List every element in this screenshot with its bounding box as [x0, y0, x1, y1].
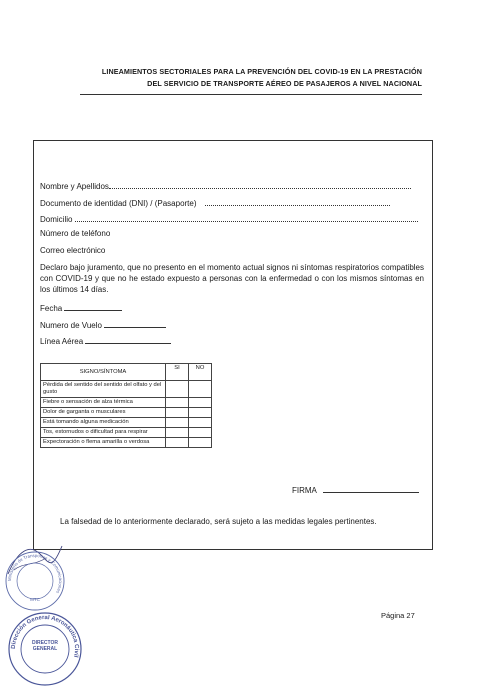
date-field[interactable] — [40, 302, 122, 314]
symptom-label: Expectoración o flema amarilla o verdosa — [41, 438, 166, 448]
ministry-stamp-center: MTC — [30, 597, 40, 602]
signature-line[interactable] — [323, 484, 419, 493]
header-rule — [80, 94, 422, 95]
no-header: NO — [189, 364, 212, 381]
page-number: Página 27 — [381, 611, 415, 620]
yes-cell[interactable] — [166, 418, 189, 428]
phone-label: Número de teléfono — [40, 229, 111, 238]
airline-field[interactable] — [40, 335, 171, 347]
ministry-stamp-ring-text: Ministerio de Transportes y Comunicaciones — [6, 552, 64, 595]
director-stamp-ring-text: Dirección General Aeronáutica Civil — [10, 614, 80, 658]
yes-cell[interactable] — [166, 428, 189, 438]
flight-label: Numero de Vuelo — [40, 321, 102, 330]
name-field[interactable] — [40, 180, 411, 192]
name-label: Nombre y Apellidos — [40, 182, 109, 191]
flight-line[interactable] — [104, 319, 166, 328]
yes-cell[interactable] — [166, 398, 189, 408]
airline-line[interactable] — [85, 335, 171, 344]
date-label: Fecha — [40, 304, 63, 313]
airline-label: Línea Aérea — [40, 337, 84, 346]
date-line[interactable] — [64, 302, 122, 311]
legal-warning: La falsedad de lo anteriormente declarado, será sujeto a las medidas legales pertinentes. — [60, 517, 377, 526]
ministry-stamp — [4, 550, 66, 612]
no-cell[interactable] — [189, 428, 212, 438]
yes-cell[interactable] — [166, 408, 189, 418]
symptom-label: Fiebre o sensación de alza térmica — [41, 398, 166, 408]
signature-label: FIRMA — [292, 486, 317, 495]
sign-header: SIGNO/SÍNTOMA — [41, 364, 166, 381]
sworn-declaration: Declaro bajo juramento, que no presento en el momento actual signos ni síntomas respiratorios compatibles con COVID-19 y que no he estado expuesto a personas con la enfermedad o con los mismos síntomas en los últimos 14 días. — [40, 263, 424, 294]
id-label: Documento de identidad (DNI) / (Pasaporte) — [40, 199, 197, 208]
symptoms-header-row — [41, 364, 212, 381]
yes-cell[interactable] — [166, 438, 189, 448]
symptom-label: Pérdida del sentido del sentido del olfato y del gusto — [41, 381, 166, 398]
table-row — [41, 398, 212, 408]
name-line[interactable] — [109, 180, 411, 189]
no-cell[interactable] — [189, 398, 212, 408]
no-cell[interactable] — [189, 408, 212, 418]
address-label: Domicilio — [40, 215, 73, 224]
no-cell[interactable] — [189, 381, 212, 398]
id-line[interactable] — [205, 197, 390, 206]
email-field[interactable] — [40, 246, 105, 256]
address-line[interactable] — [75, 213, 418, 222]
address-field[interactable] — [40, 213, 418, 225]
yes-header: SI — [166, 364, 189, 381]
flight-field[interactable] — [40, 319, 166, 331]
no-cell[interactable] — [189, 438, 212, 448]
table-row — [41, 381, 212, 398]
document-header — [70, 66, 422, 90]
phone-field[interactable] — [40, 229, 110, 239]
id-field[interactable] — [40, 197, 390, 209]
director-stamp-center: DIRECTOR GENERAL — [31, 640, 59, 652]
symptom-label: Tos, estornudos o dificultad para respirar — [41, 428, 166, 438]
table-row — [41, 408, 212, 418]
no-cell[interactable] — [189, 418, 212, 428]
table-row — [41, 428, 212, 438]
table-row — [41, 418, 212, 428]
email-label: Correo electrónico — [40, 246, 106, 255]
symptoms-table — [40, 363, 212, 448]
header-line-1: LINEAMIENTOS SECTORIALES PARA LA PREVENCIÓN DEL COVID-19 EN LA PRESTACIÓN — [101, 67, 422, 76]
header-line-2: DEL SERVICIO DE TRANSPORTE AÉREO DE PASAJEROS A NIVEL NACIONAL — [147, 79, 422, 88]
symptom-label: Está tomando alguna medicación — [41, 418, 166, 428]
yes-cell[interactable] — [166, 381, 189, 398]
table-row — [41, 438, 212, 448]
symptom-label: Dolor de garganta o musculares — [41, 408, 166, 418]
director-stamp — [6, 610, 84, 688]
signature-field[interactable] — [292, 484, 419, 495]
